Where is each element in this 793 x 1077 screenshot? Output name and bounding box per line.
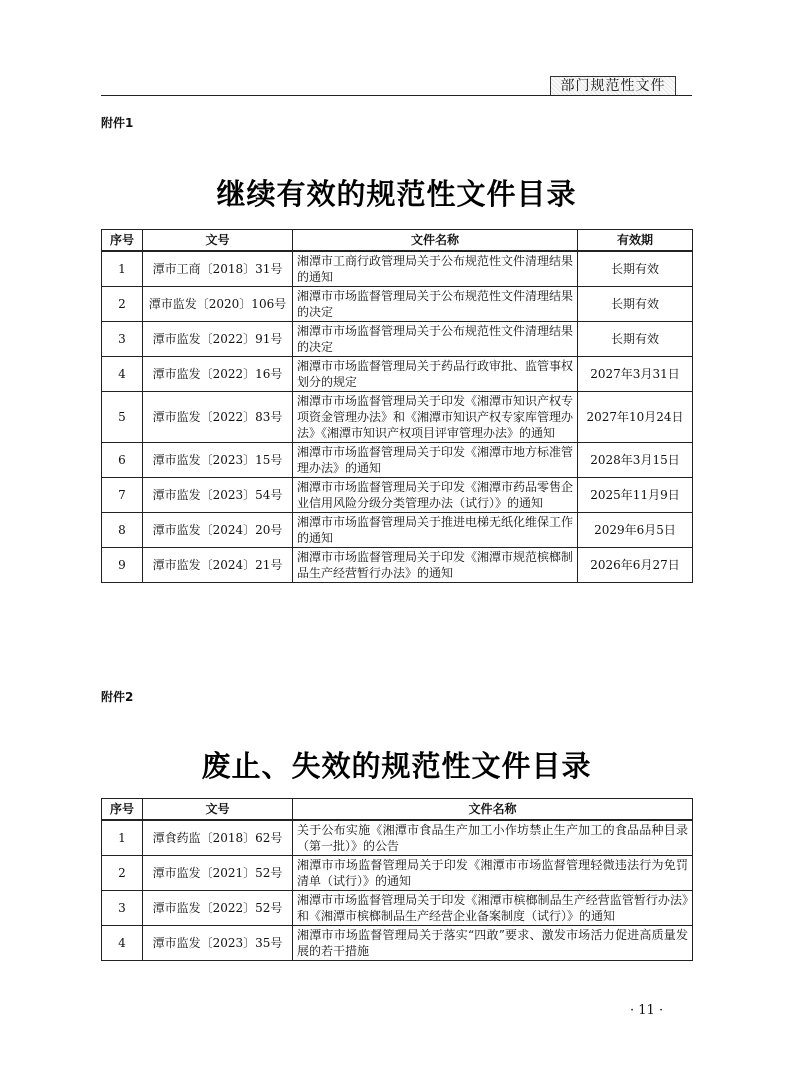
cell-seq: 2	[102, 287, 143, 322]
column-header-seq: 序号	[102, 230, 143, 252]
table-row	[102, 443, 693, 478]
cell-doc-no: 潭市监发〔2021〕52号	[143, 856, 293, 891]
table-row	[102, 926, 693, 961]
annex1-title: 继续有效的规范性文件目录	[216, 177, 577, 211]
cell-validity: 2025年11月9日	[578, 478, 693, 513]
cell-doc-no: 潭市监发〔2022〕16号	[143, 357, 293, 392]
cell-seq: 5	[102, 392, 143, 443]
cell-name: 湘潭市市场监督管理局关于公布规范性文件清理结果的决定	[293, 287, 578, 322]
table-row	[102, 548, 693, 583]
cell-validity: 2029年6月5日	[578, 513, 693, 548]
table-row	[102, 251, 693, 287]
header-rule	[101, 95, 692, 96]
cell-seq: 9	[102, 548, 143, 583]
cell-name: 关于公布实施《湘潭市食品生产加工小作坊禁止生产加工的食品品种目录（第一批）》的公告	[293, 820, 693, 856]
table-row	[102, 856, 693, 891]
cell-doc-no: 潭食药监〔2018〕62号	[143, 820, 293, 856]
table-row	[102, 357, 693, 392]
page-number: · 11 ·	[630, 1003, 664, 1018]
cell-seq: 6	[102, 443, 143, 478]
cell-name: 湘潭市市场监督管理局关于公布规范性文件清理结果的决定	[293, 322, 578, 357]
cell-doc-no: 潭市监发〔2022〕52号	[143, 891, 293, 926]
column-header-name: 文件名称	[293, 799, 693, 821]
cell-seq: 4	[102, 926, 143, 961]
cell-seq: 8	[102, 513, 143, 548]
cell-doc-no: 潭市监发〔2024〕21号	[143, 548, 293, 583]
section-header-label: 部门规范性文件	[550, 76, 676, 96]
table-row	[102, 287, 693, 322]
cell-validity: 2027年10月24日	[578, 392, 693, 443]
cell-doc-no: 潭市监发〔2024〕20号	[143, 513, 293, 548]
cell-seq: 3	[102, 891, 143, 926]
cell-name: 湘潭市市场监督管理局关于印发《湘潭市知识产权专项资金管理办法》和《湘潭市知识产权专家库管理办法》《湘潭市知识产权项目评审管理办法》的通知	[293, 392, 578, 443]
annex1-table	[101, 229, 693, 583]
cell-name: 湘潭市市场监督管理局关于药品行政审批、监管事权划分的规定	[293, 357, 578, 392]
column-header-doc-no: 文号	[143, 799, 293, 821]
table-row	[102, 392, 693, 443]
cell-name: 湘潭市工商行政管理局关于公布规范性文件清理结果的通知	[293, 251, 578, 287]
annex1-label: 附件1	[101, 116, 134, 130]
cell-name: 湘潭市市场监督管理局关于印发《湘潭市规范槟榔制品生产经营暂行办法》的通知	[293, 548, 578, 583]
table-row	[102, 478, 693, 513]
cell-doc-no: 潭市监发〔2023〕15号	[143, 443, 293, 478]
column-header-validity: 有效期	[578, 230, 693, 252]
column-header-doc-no: 文号	[143, 230, 293, 252]
cell-validity: 长期有效	[578, 322, 693, 357]
annex1-header-row	[102, 230, 693, 252]
cell-validity: 2026年6月27日	[578, 548, 693, 583]
cell-name: 湘潭市市场监督管理局关于印发《湘潭市槟榔制品生产经营监管暂行办法》和《湘潭市槟榔制品生产经营企业备案制度（试行）》的通知	[293, 891, 693, 926]
cell-doc-no: 潭市监发〔2023〕54号	[143, 478, 293, 513]
annex2-title: 废止、失效的规范性文件目录	[201, 749, 592, 783]
table-row	[102, 513, 693, 548]
cell-name: 湘潭市市场监督管理局关于推进电梯无纸化维保工作的通知	[293, 513, 578, 548]
cell-doc-no: 潭市工商〔2018〕31号	[143, 251, 293, 287]
column-header-name: 文件名称	[293, 230, 578, 252]
annex2-table	[101, 798, 693, 961]
cell-name: 湘潭市市场监督管理局关于印发《湘潭市药品零售企业信用风险分级分类管理办法（试行）》的通知	[293, 478, 578, 513]
column-header-seq: 序号	[102, 799, 143, 821]
cell-validity: 长期有效	[578, 287, 693, 322]
cell-seq: 2	[102, 856, 143, 891]
cell-seq: 4	[102, 357, 143, 392]
table-row	[102, 820, 693, 856]
cell-validity: 长期有效	[578, 251, 693, 287]
cell-seq: 1	[102, 820, 143, 856]
cell-name: 湘潭市市场监督管理局关于印发《湘潭市地方标准管理办法》的通知	[293, 443, 578, 478]
cell-seq: 1	[102, 251, 143, 287]
table-row	[102, 891, 693, 926]
cell-name: 湘潭市市场监督管理局关于落实“四敢”要求、激发市场活力促进高质量发展的若干措施	[293, 926, 693, 961]
table-row	[102, 322, 693, 357]
cell-name: 湘潭市市场监督管理局关于印发《湘潭市市场监督管理轻微违法行为免罚清单（试行）》的通知	[293, 856, 693, 891]
cell-seq: 3	[102, 322, 143, 357]
cell-validity: 2027年3月31日	[578, 357, 693, 392]
annex2-label: 附件2	[101, 690, 134, 704]
annex2-header-row	[102, 799, 693, 821]
cell-doc-no: 潭市监发〔2020〕106号	[143, 287, 293, 322]
cell-seq: 7	[102, 478, 143, 513]
cell-doc-no: 潭市监发〔2022〕83号	[143, 392, 293, 443]
cell-validity: 2028年3月15日	[578, 443, 693, 478]
cell-doc-no: 潭市监发〔2023〕35号	[143, 926, 293, 961]
cell-doc-no: 潭市监发〔2022〕91号	[143, 322, 293, 357]
